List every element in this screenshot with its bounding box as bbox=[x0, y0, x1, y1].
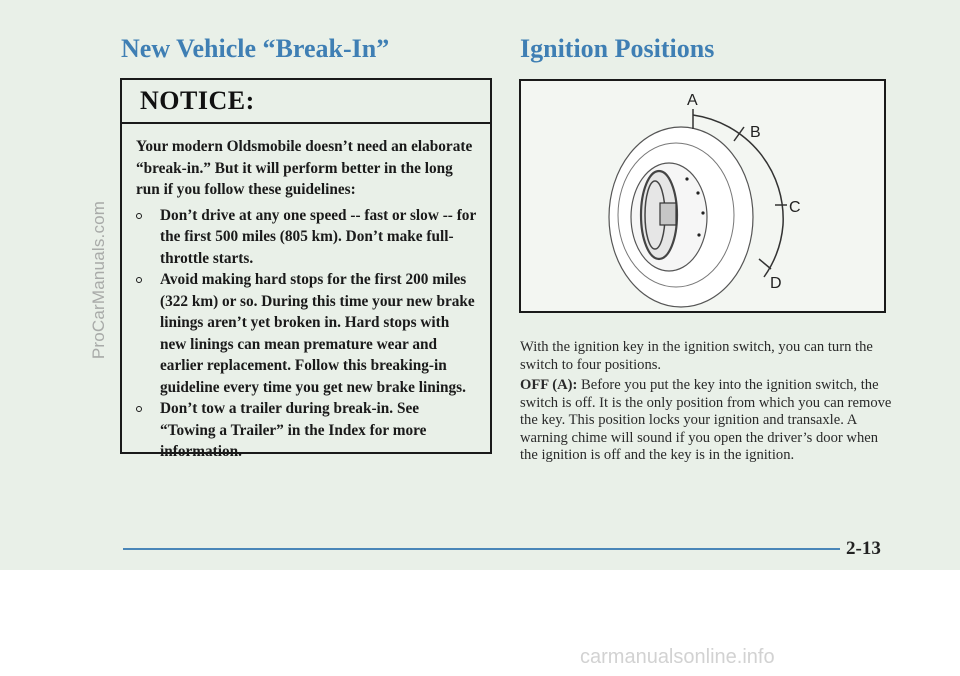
bullet-icon bbox=[136, 277, 142, 283]
ignition-positions-heading: Ignition Positions bbox=[520, 34, 715, 63]
side-watermark-text: ProCarManuals.com bbox=[89, 200, 108, 360]
tick-d bbox=[759, 259, 771, 269]
bullet-icon bbox=[136, 406, 142, 412]
ignition-intro bbox=[520, 339, 892, 374]
notice-title: NOTICE: bbox=[122, 80, 490, 124]
side-watermark bbox=[84, 10, 114, 550]
notice-item-text: Avoid making hard stops for the first 200 miles (322 km) or so. During this time your new brake linings aren’t yet broken in. Hard stops with new linings can mean premature wear and earlier replacement. Follow this breaking-in guideline every time you get new brake linings. bbox=[160, 271, 475, 396]
position-dot bbox=[696, 191, 699, 194]
label-a: A bbox=[687, 92, 698, 109]
notice-intro: Your modern Oldsmobile doesn’t need an elaborate “break-in.” But it will perform better in the long run if you follow these guidelines: bbox=[136, 138, 473, 198]
off-position-paragraph bbox=[520, 377, 892, 465]
bullet-icon bbox=[136, 213, 142, 219]
label-c: C bbox=[789, 199, 801, 216]
notice-item bbox=[136, 398, 476, 463]
page-number: 2-13 bbox=[846, 538, 881, 559]
position-dot bbox=[685, 177, 688, 180]
notice-list bbox=[136, 205, 476, 463]
notice-item bbox=[136, 205, 476, 270]
break-in-heading: New Vehicle “Break-In” bbox=[121, 34, 390, 63]
notice-box bbox=[120, 78, 492, 460]
notice-body bbox=[122, 124, 490, 463]
position-dot bbox=[701, 211, 704, 214]
position-dot bbox=[697, 233, 700, 236]
ignition-switch-diagram bbox=[521, 81, 884, 311]
off-position-lead: OFF (A): bbox=[520, 377, 578, 393]
tick-b bbox=[734, 127, 744, 141]
label-d: D bbox=[770, 275, 782, 292]
off-position-body: Before you put the key into the ignition switch, the switch is off. It is the only position from which you can remove the key. This position locks your ignition and transaxle. A warning chime will sound if you open the driver’s door when the ignition is off and the key is in the ignition. bbox=[520, 377, 892, 463]
ignition-intro-text: With the ignition key in the ignition switch, you can turn the switch to four positions. bbox=[520, 339, 873, 373]
label-b: B bbox=[750, 124, 761, 141]
footer-rule bbox=[123, 548, 840, 550]
footer-watermark: carmanualsonline.info bbox=[580, 646, 775, 668]
notice-item-text: Don’t tow a trailer during break-in. See “Towing a Trailer” in the Index for more information. bbox=[160, 400, 427, 460]
off-position-text bbox=[520, 377, 892, 465]
key-blade-icon bbox=[660, 203, 676, 225]
notice-item bbox=[136, 269, 476, 398]
ignition-figure bbox=[519, 79, 886, 313]
notice-item-text: Don’t drive at any one speed -- fast or slow -- for the first 500 miles (805 km). Don’t make full-throttle starts. bbox=[160, 206, 476, 267]
